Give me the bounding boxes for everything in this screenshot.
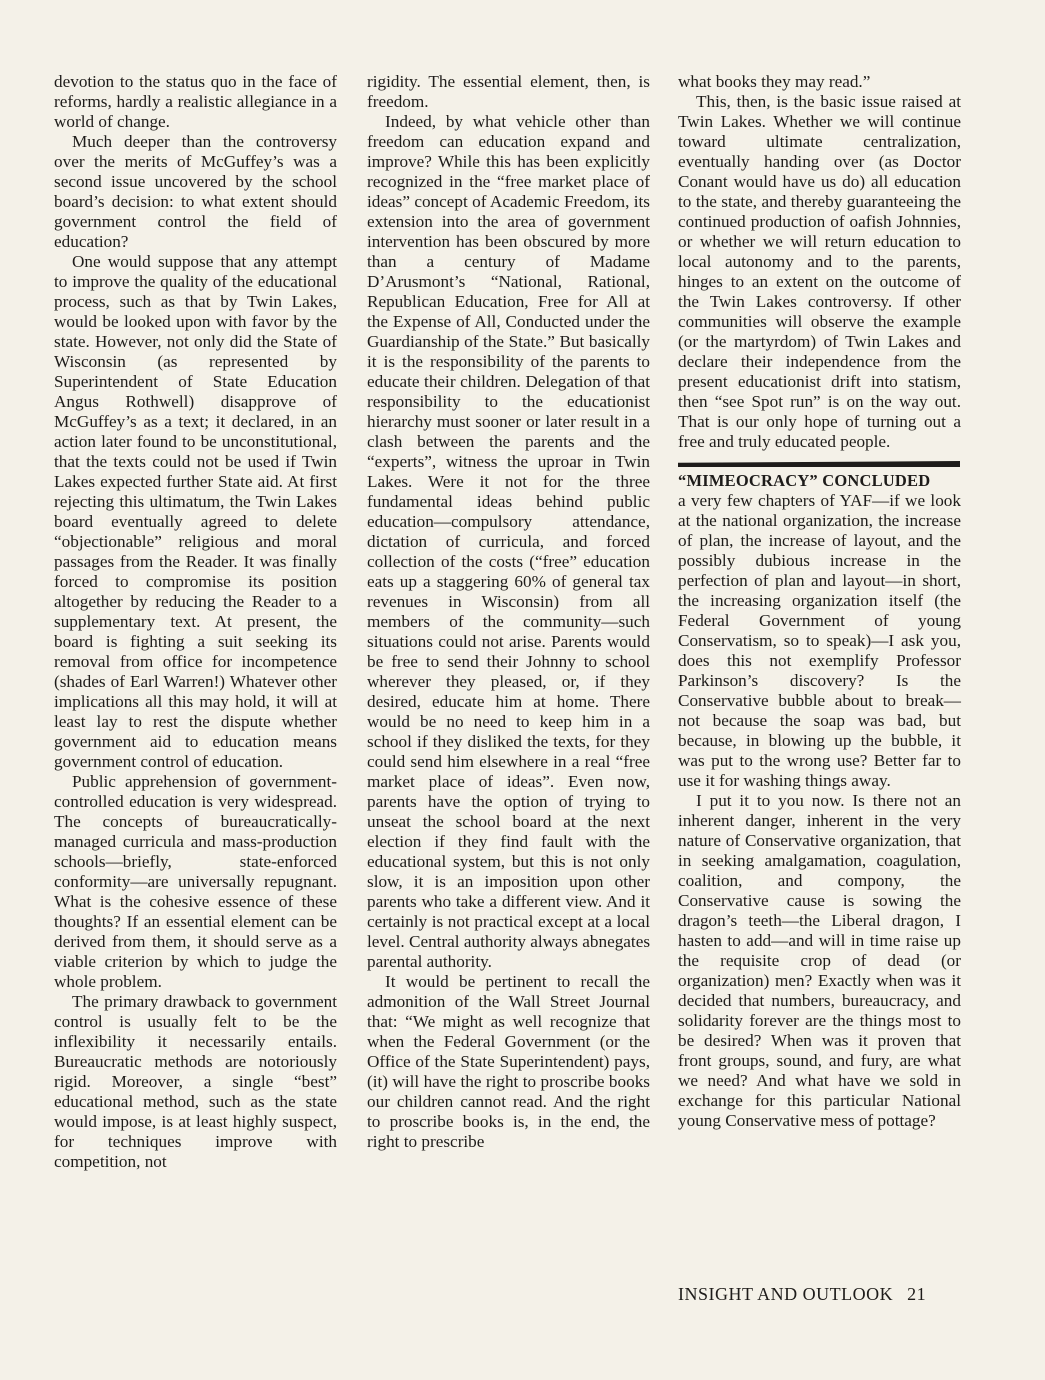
paragraph: This, then, is the basic issue raised at Twin Lakes. Whether we will continue toward ultimate centralization, eventually handing over (as Doctor Conant would have us do) all education to the state, and thereby guaranteeing the continued production of oafish Johnnies, or whether we will return education to local autonomy and to the parents, hinges to an extent on the outcome of the Twin Lakes controversy. If other communities will observe the example (or the martyrdom) of Twin Lakes and declare their independence from the present educationist drift into statism, then “see Spot run” is on the way out. That is our only hope of turning out a free and truly educated people. xyxy=(678,92,961,451)
paragraph: Public apprehension of government-controlled education is very widespread. The concepts of bureaucratically-managed curricula and mass-production schools—briefly, state-enforced conformity—are universally repugnant. What is the cohesive essence of these thoughts? If an essential element can be derived from them, it should serve as a viable criterion by which to judge the whole problem. xyxy=(54,772,337,991)
section-divider-rule xyxy=(678,461,960,467)
page-footer xyxy=(678,1284,968,1305)
column-3 xyxy=(678,72,961,1131)
paragraph: One would suppose that any attempt to improve the quality of the educational process, such as that by Twin Lakes, would be looked upon with favor by the state. However, not only did the State of Wisconsin (as represented by Superintendent of State Education Angus Rothwell) disapprove of McGuffey’s as a text; it declared, in an action later found to be unconstitutional, that the texts could not be used if Twin Lakes expected further State aid. At first rejecting this ultimatum, the Twin Lakes board eventually agreed to delete “objectionable” religious and moral passages from the Reader. It was finally forced to compromise its position altogether by reducing the Reader to a supplementary text. At present, the board is fighting a suit seeking its removal from office for incompetence (shades of Earl Warren!) Whatever other implications all this may hold, it will at least lay to rest the dispute whether government aid to education means government control of education. xyxy=(54,252,337,771)
column-2 xyxy=(367,72,650,1152)
page-number: 21 xyxy=(907,1284,927,1304)
paragraph: devotion to the status quo in the face of reforms, hardly a realistic allegiance in a world of change. xyxy=(54,72,337,131)
paragraph: rigidity. The essential element, then, is freedom. xyxy=(367,72,650,111)
paragraph: a very few chapters of YAF—if we look at the national organization, the increase of plan, the increase of layout, and the possibly dubious increase in the perfection of plan and layout—in short, the increasing organization itself (the Federal Government of young Conservatism, so to speak)—I ask you, does this not exemplify Professor Parkinson’s discovery? Is the Conservative bubble about to break—not because the soap was bad, but because, in blowing up the bubble, it was put to the wrong use? Better far to use it for washing things away. xyxy=(678,491,961,790)
paragraph: Indeed, by what vehicle other than freedom can education expand and improve? While this has been explicitly recognized in the “free market place of ideas” concept of Academic Freedom, its extension into the area of government intervention has been obscured by more than a century of Madame D’Arusmont’s “National, Rational, Republican Education, Free for All at the Expense of All, Conducted under the Guardianship of the State.” But basically it is the responsibility of the parents to educate their children. Delegation of that responsibility to the educationist hierarchy must sooner or later result in a clash between the parents and the “experts”, witness the uproar in Twin Lakes. Were it not for the three fundamental ideas behind public education—compulsory attendance, dictation of curricula, and forced collection of the costs (“free” education eats up a staggering 60% of general tax revenues in Wisconsin) from all members of the community—such situations could not arise. Parents would be free to send their Johnny to school wherever they pleased, or, if they desired, educate him at home. There would be no need to keep him in a school if they disliked the texts, for they could send him elsewhere in a real “free market place of ideas”. Even now, parents have the option of trying to unseat the school board at the next election if they find fault with the educational system, but this is not only slow, it is an imposition upon other parents who take a different view. And it certainly is not practical except at a local level. Central authority always abnegates parental authority. xyxy=(367,112,651,971)
paragraph: I put it to you now. Is there not an inherent danger, inherent in the very nature of Conservative organization, that in seeking amalgamation, coagulation, coalition, and compony, the Conservative cause is sowing the dragon’s teeth—the Liberal dragon, I hasten to add—and will in time raise up the requisite crop of dead (or organization) men? Exactly when was it decided that numbers, bureaucracy, and solidarity forever are the things most to be desired? When was it proven that front groups, sound, and fury, are what we need? And what have we sold in exchange for this particular National young Conservative mess of pottage? xyxy=(678,791,961,1130)
paragraph: The primary drawback to government control is usually felt to be the inflexibility it necessarily entails. Bureaucratic methods are notoriously rigid. Moreover, a single “best” educational method, such as the state would impose, is at least highly suspect, for techniques improve with competition, not xyxy=(54,992,337,1171)
publication-title: INSIGHT AND OUTLOOK xyxy=(678,1284,894,1304)
column-1 xyxy=(54,72,337,1172)
paragraph: It would be pertinent to recall the admonition of the Wall Street Journal that: “We might as well recognize that when the Federal Government (or the Office of the State Superintendent) pays, (it) will have the right to proscribe books our children cannot read. And the right to proscribe books is, in the end, the right to prescribe xyxy=(367,972,650,1151)
section-heading: “MIMEOCRACY” CONCLUDED xyxy=(678,471,931,490)
paragraph: Much deeper than the controversy over the merits of McGuffey’s was a second issue uncovered by the school board’s decision: to what extent should government control the field of education? xyxy=(54,132,337,251)
paragraph: what books they may read.” xyxy=(678,72,871,91)
